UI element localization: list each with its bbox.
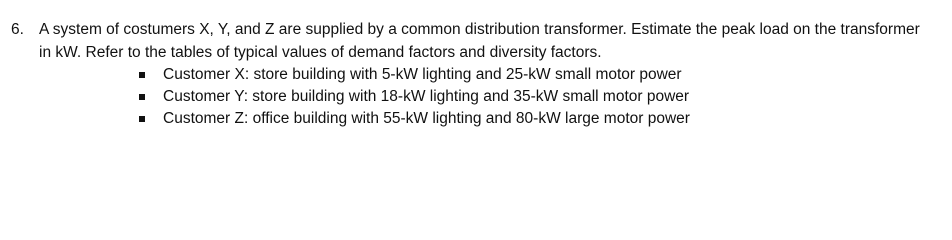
customer-z-text: Customer Z: office building with 55-kW lighting and 80-kW large motor power [163,110,690,127]
problem-statement-line-1 [11,18,946,41]
customer-x-text: Customer X: store building with 5-kW lighting and 25-kW small motor power [163,66,682,83]
customer-y-text: Customer Y: store building with 18-kW lighting and 35-kW small motor power [163,88,690,105]
square-bullet-icon [139,116,145,122]
problem-6 [11,18,946,130]
square-bullet-icon [139,72,145,78]
problem-number: 6. [11,21,24,38]
customer-z-item [11,108,946,130]
problem-statement-text-1: A system of costumers X, Y, and Z are supplied by a common distribution transformer. Estimate the peak load on the transformer [39,21,920,38]
customer-y-item [11,86,946,108]
customer-x-item [11,64,946,86]
problem-statement-line-2: in kW. Refer to the tables of typical values of demand factors and diversity factors. [39,44,602,61]
square-bullet-icon [139,94,145,100]
customer-list [11,64,946,130]
